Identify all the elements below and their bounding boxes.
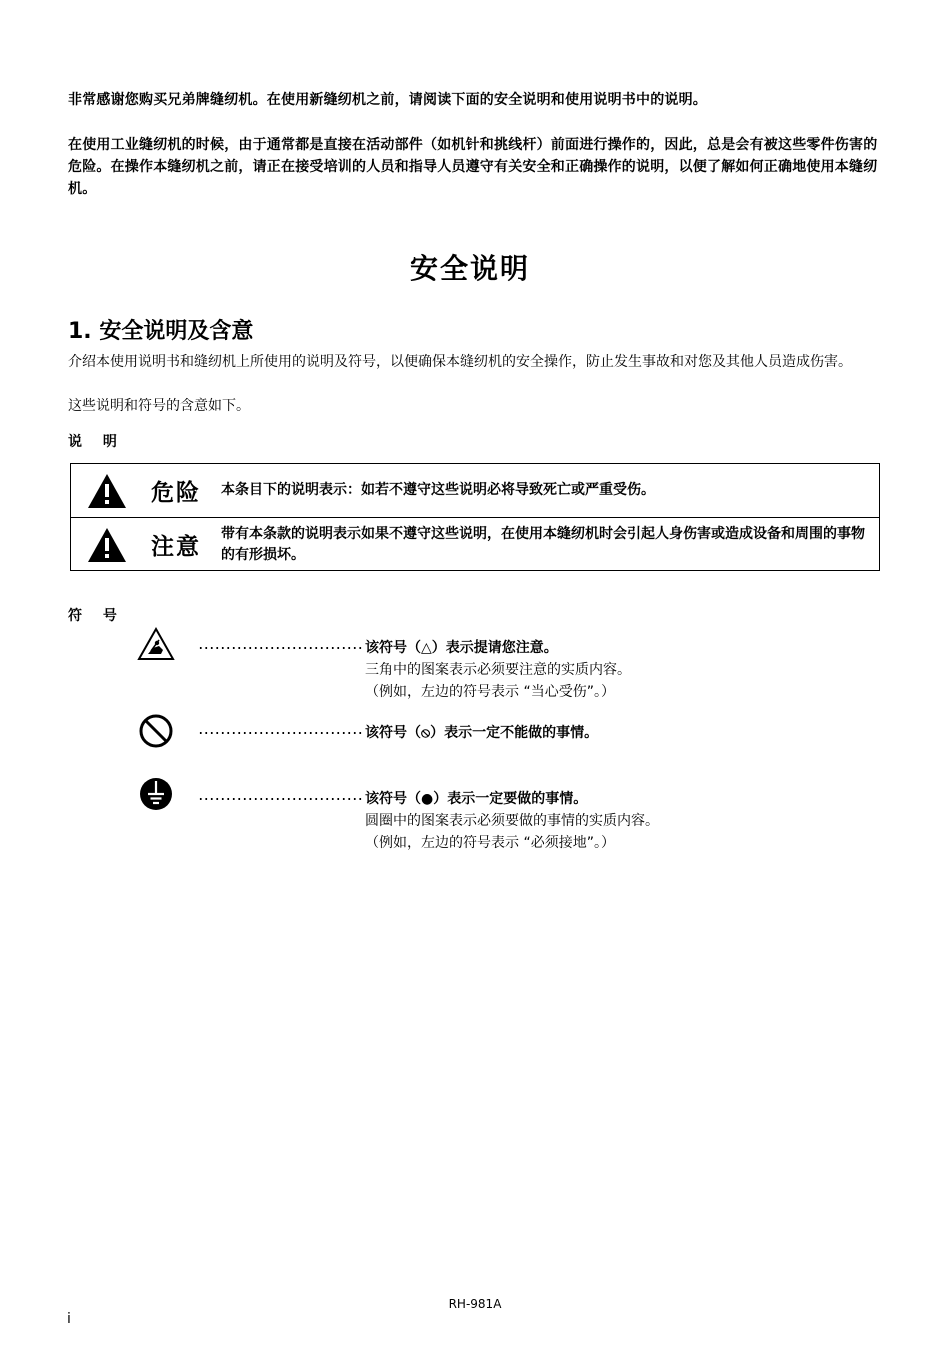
intro-paragraph-1: 非常感谢您购买兄弟牌缝纫机。在使用新缝纫机之前，请阅读下面的安全说明和使用说明书中的说明。 xyxy=(68,92,707,108)
danger-row xyxy=(71,464,879,518)
ground-mandatory-icon xyxy=(137,775,175,813)
symbol-mandatory-line: 圆圈中的图案表示必须要做的事情的实质内容。 xyxy=(365,813,659,829)
caution-row xyxy=(71,518,879,571)
warning-levels-table xyxy=(70,463,880,571)
page-number: i xyxy=(67,1311,71,1327)
symbol-leader-dots xyxy=(198,646,364,650)
symbol-mandatory-example: （例如，左边的符号表示 “必须接地”。） xyxy=(365,835,615,851)
danger-description: 本条目下的说明表示：如若不遵守这些说明必将导致死亡或严重受伤。 xyxy=(221,482,655,498)
document-title: 安全说明 xyxy=(409,252,530,285)
symbol-caution-example: （例如，左边的符号表示 “当心受伤”。） xyxy=(365,684,615,700)
section-description-meaning: 这些说明和符号的含意如下。 xyxy=(68,398,250,414)
caution-description: 带有本条款的说明表示如果不遵守这些说明，在使用本缝纫机时会引起人身伤害或造成设备和周围的事物的有形损坏。 xyxy=(221,526,865,563)
symbol-caution-line: 三角中的图案表示必须要注意的实质内容。 xyxy=(365,662,631,678)
symbol-mandatory-title: 该符号（●）表示一定要做的事情。 xyxy=(365,791,588,807)
caution-label: 注意 xyxy=(151,534,201,560)
symbol-mandatory-text xyxy=(365,788,659,854)
intro-paragraph-2: 在使用工业缝纫机的时候，由于通常都是直接在活动部件（如机针和挑线杆）前面进行操作的，因此，总是会有被这些零件伤害的危险。在操作本缝纫机之前，请正在接受培训的人员和指导人员遵守有关安全和正确操作的说明，以便了解如何正确地使用本缝纫机。 xyxy=(68,137,878,197)
explanations-heading: 说 明 xyxy=(68,434,125,450)
symbol-leader-dots xyxy=(198,797,364,801)
symbols-heading: 符 号 xyxy=(68,608,125,624)
symbol-prohibition-text xyxy=(365,722,598,744)
footer-model-number: RH-981A xyxy=(448,1297,502,1311)
symbol-caution-text xyxy=(365,637,631,703)
section-heading: 1. 安全说明及含意 xyxy=(68,319,254,344)
prohibition-icon xyxy=(137,712,175,750)
symbol-prohibition-title: 该符号（⦸）表示一定不能做的事情。 xyxy=(365,725,599,741)
warning-triangle-icon xyxy=(87,473,127,509)
warning-triangle-icon xyxy=(87,527,127,563)
caution-hand-injury-icon xyxy=(137,626,175,664)
symbol-leader-dots xyxy=(198,731,364,735)
section-description: 介绍本使用说明书和缝纫机上所使用的说明及符号，以便确保本缝纫机的安全操作，防止发生事故和对您及其他人员造成伤害。 xyxy=(68,354,852,370)
symbol-caution-title: 该符号（△）表示提请您注意。 xyxy=(365,640,558,656)
danger-label: 危险 xyxy=(151,480,201,506)
